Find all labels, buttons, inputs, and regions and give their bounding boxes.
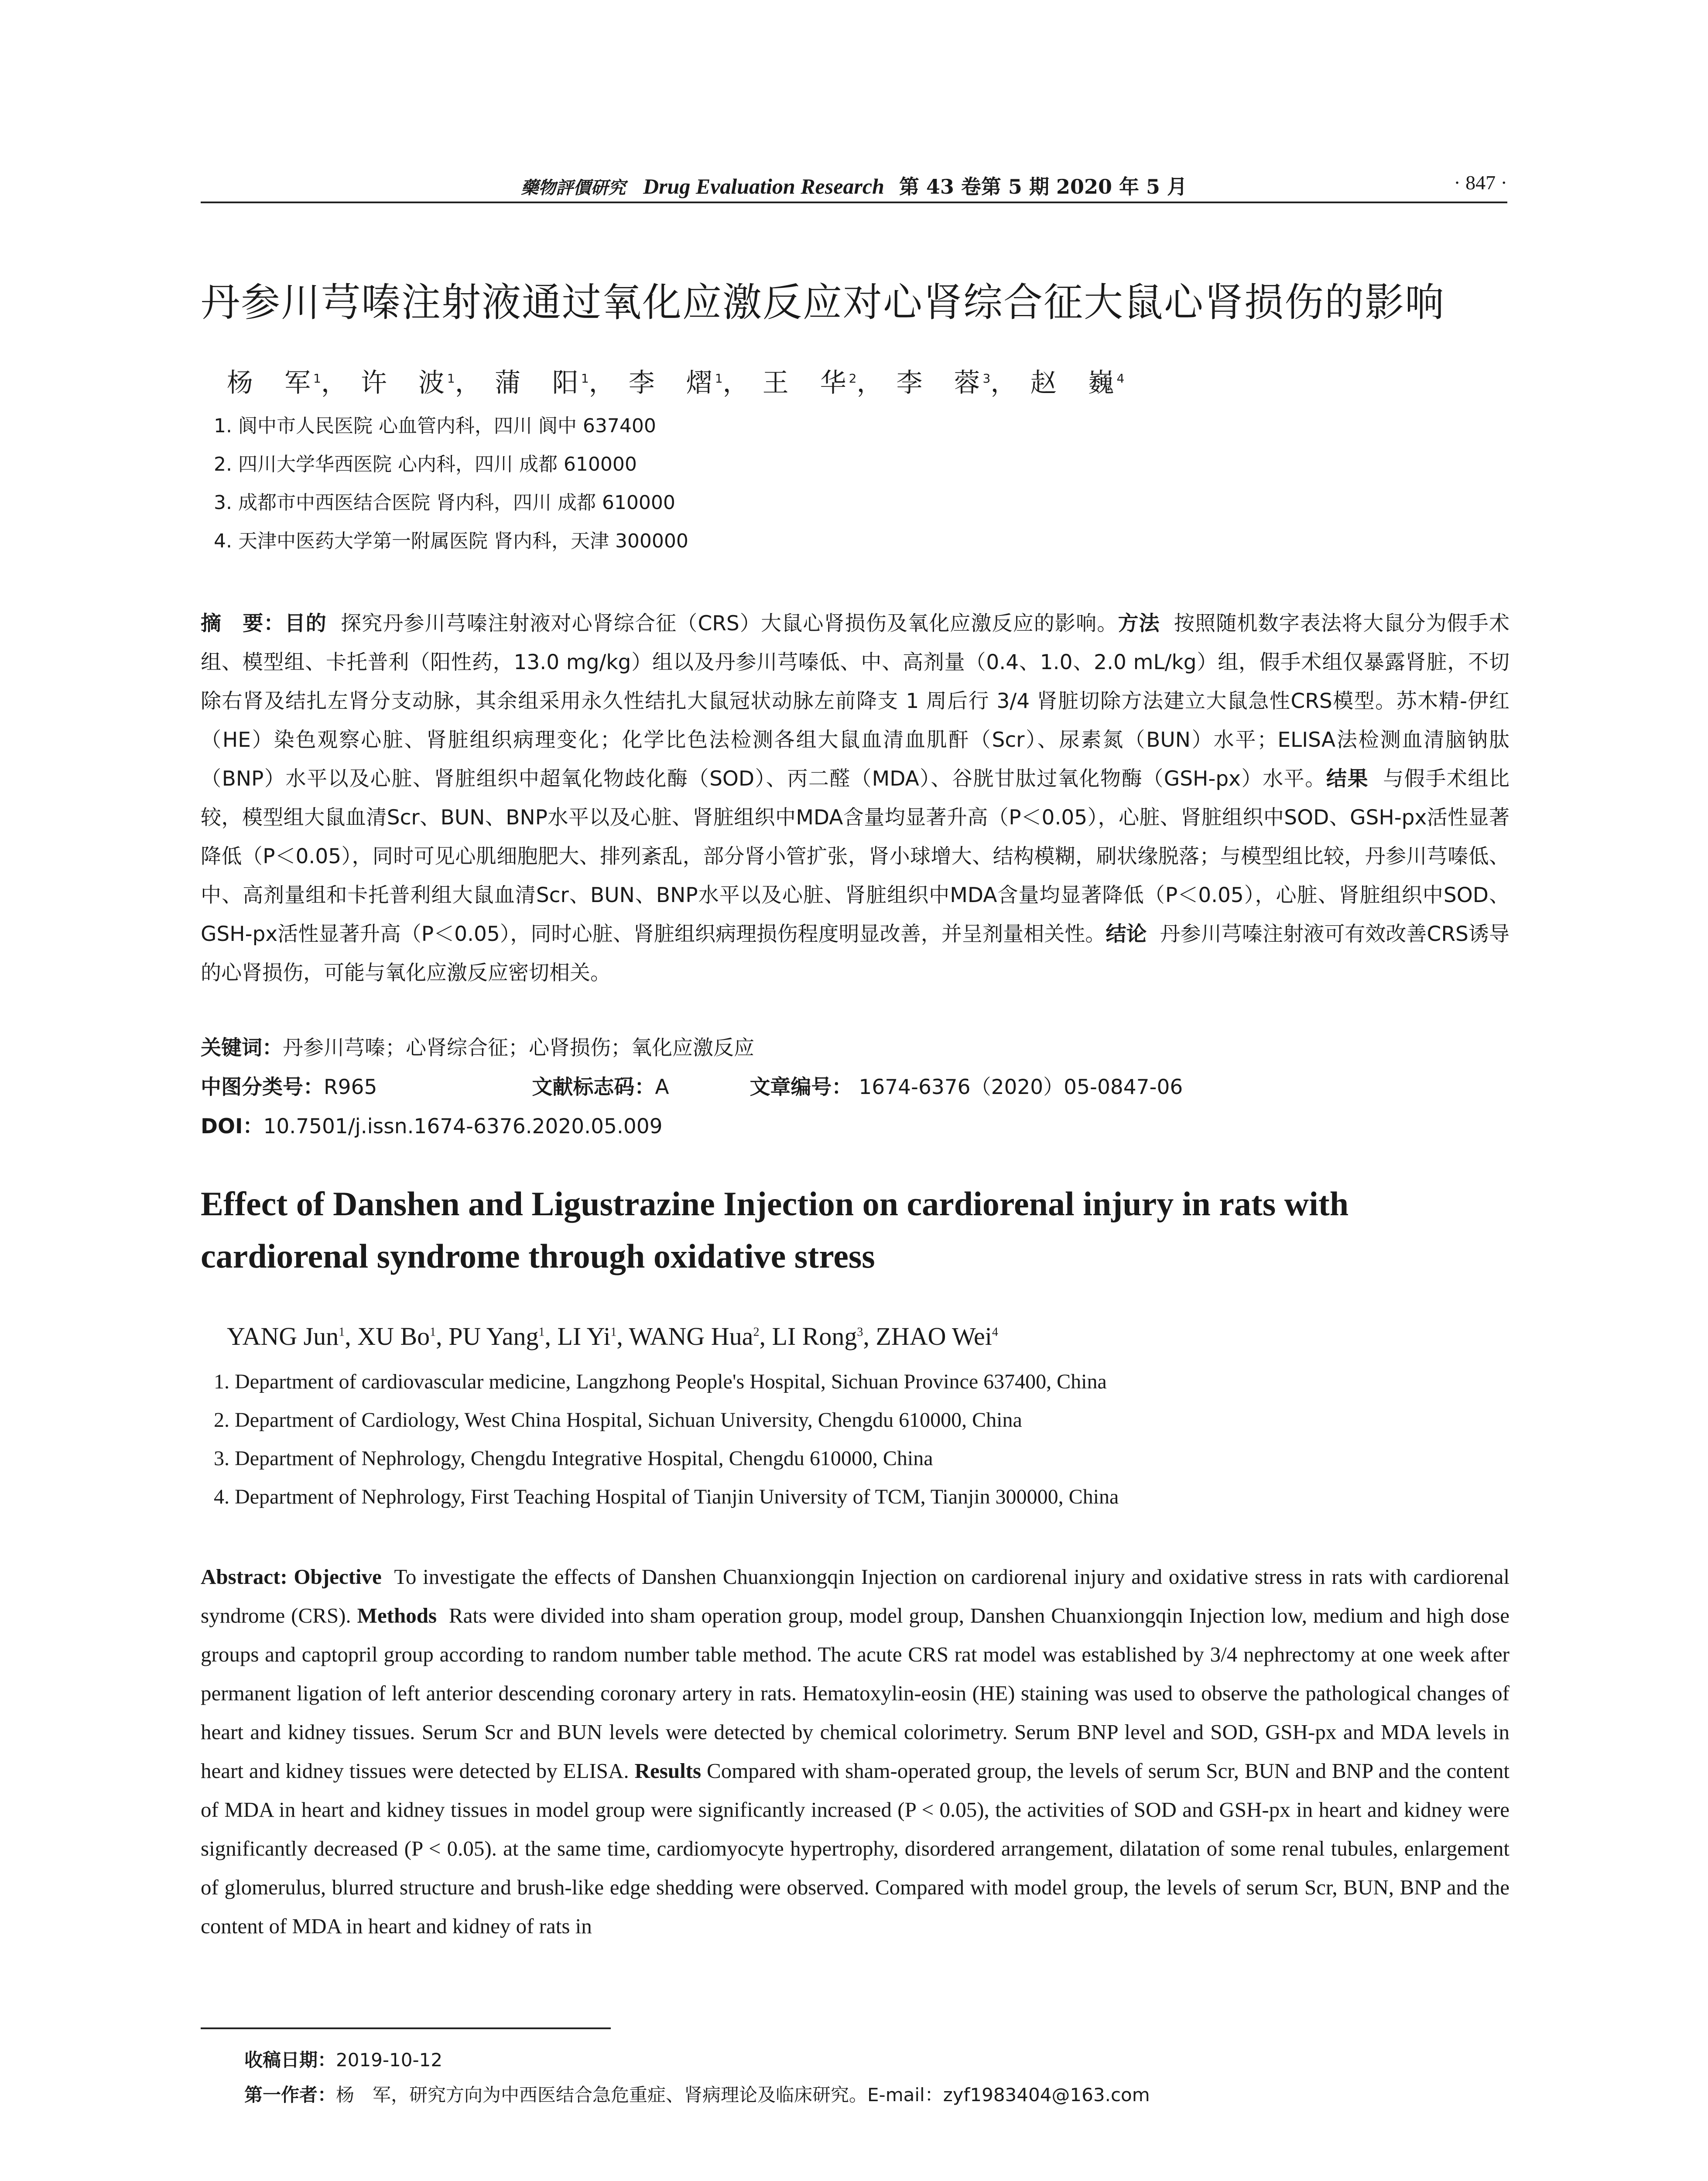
cn-classification-line	[201, 1071, 1183, 1100]
cn-author: 李 熠	[628, 368, 715, 398]
en-author: YANG Jun	[227, 1322, 339, 1350]
en-affiliation: 2. Department of Cardiology, West China Hospital, Sichuan University, Chengdu 610000, China	[214, 1408, 1022, 1432]
en-author: PU Yang	[448, 1322, 539, 1350]
en-methods-label: Methods	[357, 1603, 437, 1627]
cn-author: 杨 军	[227, 368, 313, 398]
en-results-label: Results	[634, 1759, 702, 1783]
en-results-text: Compared with sham-operated group, the levels of serum Scr, BUN and BNP and the content of MDA in heart and kidney tissues in model group were significantly increased (P < 0.05), the activities of SOD and GSH-px in heart and kidney were significantly decreased (P < 0.05). at the same time, cardiomyocyte hypertrophy, disordered arrangement, dilatation of some renal tubules, enlargement of glomerulus, blurred structure and brush-like edge shedding were observed. Compared with model group, the levels of serum Scr, BUN, BNP and the content of MDA in heart and kidney of rats in	[201, 1759, 1510, 1938]
en-author-aff: 2	[753, 1325, 760, 1339]
cn-author: 赵 巍	[1030, 368, 1117, 398]
en-author: XU Bo	[357, 1322, 430, 1350]
en-author: WANG Hua	[629, 1322, 753, 1350]
received-date	[244, 2046, 442, 2072]
en-affiliation: 1. Department of cardiovascular medicine, Langzhong People's Hospital, Sichuan Province 637400, China	[214, 1370, 1107, 1393]
cn-objective-label: 目的	[284, 612, 327, 636]
cn-objective-text: 探究丹参川芎嗪注射液对心肾综合征（CRS）大鼠心肾损伤及氧化应激反应的影响。	[341, 612, 1118, 636]
issue-info: 第 43 卷第 5 期 2020 年 5 月	[899, 175, 1188, 198]
journal-logo: 藥物評價研究	[520, 178, 626, 198]
cn-abstract-label: 摘 要：	[201, 612, 285, 636]
received-label: 收稿日期：	[244, 2049, 336, 2071]
first-author-value: 杨 军，研究方向为中西医结合急危重症、肾病理论及临床研究。E-mail：zyf1983404@163.com	[336, 2084, 1150, 2106]
en-author-aff: 4	[992, 1325, 998, 1339]
en-objective-text: To investigate the effects of Danshen Chuanxiongqin Injection on cardiorenal injury and oxidative stress in rats with cardiorenal syndrome (CRS).	[201, 1565, 1509, 1627]
cn-methods-label: 方法	[1118, 612, 1160, 636]
footnote-rule	[201, 2027, 611, 2029]
cn-author-list: 杨 军$^1$， 许 波$^1$， 蒲 阳$^1$， 李 熠$^1$， 王 华$^2$， 李 蓉$^3$， 赵 巍$^4$	[227, 368, 1125, 398]
en-affiliation: 3. Department of Nephrology, Chengdu Integrative Hospital, Chengdu 610000, China	[214, 1447, 933, 1470]
doi-line	[201, 1110, 663, 1139]
cn-author-aff: 4	[1116, 371, 1125, 386]
cn-author: 李 蓉	[896, 368, 983, 398]
cn-author: 许 波	[360, 368, 447, 398]
en-author-aff: 1	[610, 1325, 617, 1339]
cn-methods-text: 按照随机数字表法将大鼠分为假手术组、模型组、卡托普利（阳性药，13.0 mg/kg）组以及丹参川芎嗪低、中、高剂量（0.4、1.0、2.0 mL/kg）组，假手术组仅暴露肾脏，不切除右肾及结扎左肾分支动脉，其余组采用永久性结扎大鼠冠状动脉左前降支 1 周后行 3/4 肾脏切除方法建立大鼠急性CRS模型。苏木精-伊红（HE）染色观察心脏、肾脏组织病理变化；化学比色法检测各组大鼠血清血肌酐（Scr）、尿素氮（BUN）水平；ELISA法检测血清脑钠肽（BNP）水平以及心脏、肾脏组织中超氧化物歧化酶（SOD）、丙二醛（MDA）、谷胱甘肽过氧化物酶（GSH-px）水平。	[201, 612, 1510, 791]
cn-affiliation: 3. 成都市中西医结合医院 肾内科，四川 成都 610000	[214, 492, 675, 514]
doi-value: 10.7501/j.issn.1674-6376.2020.05.009	[263, 1114, 663, 1138]
en-author-aff: 3	[857, 1325, 863, 1339]
doi-label: DOI：	[201, 1114, 264, 1138]
cn-affiliation: 2. 四川大学华西医院 心内科，四川 成都 610000	[214, 453, 637, 475]
cn-conclusion-text: 丹参川芎嗪注射液可有效改善CRS诱导的心肾损伤，可能与氧化应激反应密切相关。	[201, 922, 1510, 985]
en-author-list: YANG Jun$^1$, XU Bo$^1$, PU Yang$^1$, LI Yi$^1$, WANG Hua$^2$, LI Rong$^3$, ZHAO Wei$^4$	[227, 1322, 998, 1350]
cn-keywords-label: 关键词：	[201, 1036, 283, 1060]
en-title	[201, 1178, 1509, 1282]
cn-author-aff: 3	[982, 371, 991, 386]
journal-name: Drug Evaluation Research	[643, 174, 884, 198]
running-header	[201, 171, 1507, 203]
article-no-label: 文章编号：	[750, 1075, 852, 1099]
cn-author-aff: 1	[581, 371, 589, 386]
cn-author-aff: 1	[313, 371, 321, 386]
cn-author-aff: 1	[447, 371, 455, 386]
en-title-line: Effect of Danshen and Ligustrazine Injection on cardiorenal injury in rats with	[201, 1185, 1349, 1223]
doc-code-label: 文献标志码：	[532, 1075, 655, 1099]
cn-results-text: 与假手术组比较，模型组大鼠血清Scr、BUN、BNP水平以及心脏、肾脏组织中MDA含量均显著升高（P＜0.05），心脏、肾脏组织中SOD、GSH-px活性显著降低（P＜0.05），同时可见心肌细胞肥大、排列紊乱，部分肾小管扩张，肾小球增大、结构模糊，刷状缘脱落；与模型组比较，丹参川芎嗪低、中、高剂量组和卡托普利组大鼠血清Scr、BUN、BNP水平以及心脏、肾脏组织中MDA含量均显著降低（P＜0.05），心脏、肾脏组织中SOD、GSH-px活性显著升高（P＜0.05），同时心脏、肾脏组织病理损伤程度明显改善，并呈剂量相关性。	[201, 767, 1509, 946]
cn-conclusion-label: 结论	[1106, 922, 1147, 946]
cn-abstract	[201, 604, 1509, 992]
en-title-line: cardiorenal syndrome through oxidative stress	[201, 1237, 875, 1275]
clc-label: 中图分类号：	[201, 1075, 324, 1099]
en-objective-label: Objective	[294, 1565, 382, 1589]
en-abstract-label: Abstract:	[201, 1565, 288, 1589]
cn-author: 王 华	[762, 368, 849, 398]
cn-author: 蒲 阳	[494, 368, 581, 398]
en-methods-text: Rats were divided into sham operation group, model group, Danshen Chuanxiongqin Injection low, medium and high dose groups and captopril group according to random number table method. The acute CRS rat model was established by 3/4 nephrectomy at one week after permanent ligation of left anterior descending coronary artery in rats. Hematoxylin-eosin (HE) staining was used to observe the pathological changes of heart and kidney tissues. Serum Scr and BUN levels were detected by chemical colorimetry. Serum BNP level and SOD, GSH-px and MDA levels in heart and kidney tissues were detected by ELISA.	[201, 1603, 1510, 1783]
doc-code-value: A	[655, 1075, 669, 1099]
cn-affiliation: 4. 天津中医药大学第一附属医院 肾内科，天津 300000	[214, 530, 688, 552]
cn-keywords	[201, 1032, 754, 1061]
received-value: 2019-10-12	[336, 2049, 443, 2071]
en-author-aff: 1	[538, 1325, 545, 1339]
cn-author-aff: 2	[849, 371, 857, 386]
cn-title: 丹参川芎嗪注射液通过氧化应激反应对心肾综合征大鼠心肾损伤的影响	[201, 280, 1445, 325]
cn-results-label: 结果	[1326, 767, 1369, 791]
en-author: ZHAO Wei	[876, 1322, 992, 1350]
en-author: LI Rong	[772, 1322, 857, 1350]
en-author: LI Yi	[557, 1322, 611, 1350]
header-center	[201, 171, 1507, 200]
en-affiliation: 4. Department of Nephrology, First Teaching Hospital of Tianjin University of TCM, Tianjin 300000, China	[214, 1485, 1119, 1508]
cn-affiliation: 1. 阆中市人民医院 心血管内科，四川 阆中 637400	[214, 415, 656, 437]
clc-value: R965	[324, 1075, 377, 1099]
en-author-aff: 1	[339, 1325, 345, 1339]
en-author-aff: 1	[430, 1325, 436, 1339]
first-author-note	[244, 2081, 1150, 2107]
first-author-label: 第一作者：	[244, 2084, 336, 2106]
cn-author-aff: 1	[715, 371, 723, 386]
cn-keywords-text: 丹参川芎嗪；心肾综合征；心肾损伤；氧化应激反应	[283, 1036, 754, 1060]
article-no-value: 1674-6376（2020）05-0847-06	[859, 1075, 1183, 1099]
en-abstract	[201, 1557, 1509, 1945]
page-number: · 847 ·	[1454, 171, 1507, 194]
